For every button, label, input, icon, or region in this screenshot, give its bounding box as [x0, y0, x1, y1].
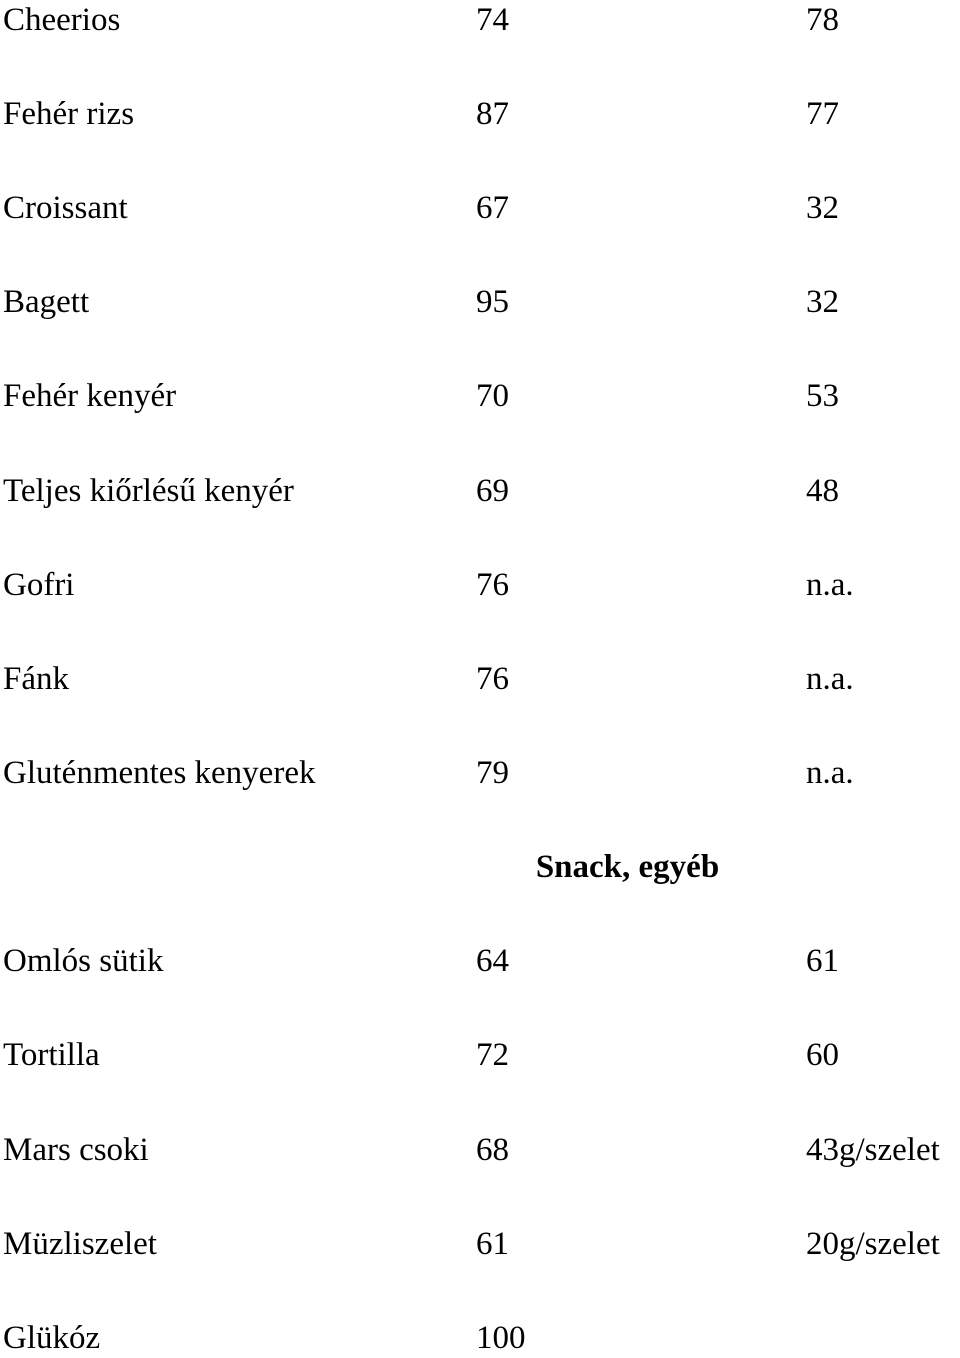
- value-1: 79: [476, 755, 509, 791]
- value-2: 32: [806, 190, 839, 226]
- food-name: Omlós sütik: [3, 943, 164, 979]
- food-name: Fehér rizs: [3, 96, 135, 132]
- value-2: 60: [806, 1037, 839, 1073]
- value-1: 64: [476, 943, 509, 979]
- value-1: 95: [476, 284, 509, 320]
- table-row: [0, 282, 960, 342]
- value-1: 69: [476, 473, 509, 509]
- value-1: 61: [476, 1226, 509, 1262]
- value-2: 77: [806, 96, 839, 132]
- food-name: Bagett: [3, 284, 90, 320]
- table-row: [0, 753, 960, 813]
- table-row: [0, 0, 960, 60]
- food-name: Teljes kiőrlésű kenyér: [3, 473, 294, 509]
- value-2: 32: [806, 284, 839, 320]
- value-1: 87: [476, 96, 509, 132]
- value-1: 76: [476, 661, 509, 697]
- value-1: 100: [476, 1320, 526, 1356]
- food-name: Fánk: [3, 661, 69, 697]
- value-2: 43g/szelet: [806, 1132, 940, 1168]
- value-2: 48: [806, 473, 839, 509]
- table-row: [0, 376, 960, 436]
- value-1: 74: [476, 2, 509, 38]
- value-2: 61: [806, 943, 839, 979]
- value-2: 20g/szelet: [806, 1226, 940, 1262]
- table-row: [0, 1318, 960, 1355]
- value-2: n.a.: [806, 567, 854, 603]
- table-row: [0, 941, 960, 1001]
- table-row: [0, 1130, 960, 1190]
- food-name: Croissant: [3, 190, 128, 226]
- value-1: 68: [476, 1132, 509, 1168]
- value-1: 76: [476, 567, 509, 603]
- food-name: Tortilla: [3, 1037, 100, 1073]
- food-name: Gofri: [3, 567, 75, 603]
- food-name: Gluténmentes kenyerek: [3, 755, 316, 791]
- food-name: Cheerios: [3, 2, 121, 38]
- table-row: [0, 188, 960, 248]
- value-2: 78: [806, 2, 839, 38]
- value-2: n.a.: [806, 661, 854, 697]
- table-row: [0, 94, 960, 154]
- value-1: 67: [476, 190, 509, 226]
- food-name: Mars csoki: [3, 1132, 149, 1168]
- food-name: Glükóz: [3, 1320, 101, 1356]
- value-2: 53: [806, 378, 839, 414]
- value-1: 70: [476, 378, 509, 414]
- section-title: Snack, egyéb: [535, 849, 720, 885]
- table-row: [0, 1224, 960, 1284]
- value-1: 72: [476, 1037, 509, 1073]
- value-2: n.a.: [806, 755, 854, 791]
- food-name: Fehér kenyér: [3, 378, 177, 414]
- table-row: [0, 565, 960, 625]
- food-name: Müzliszelet: [3, 1226, 157, 1262]
- table-row: [0, 659, 960, 719]
- table-row: [0, 471, 960, 531]
- table-row: [0, 1035, 960, 1095]
